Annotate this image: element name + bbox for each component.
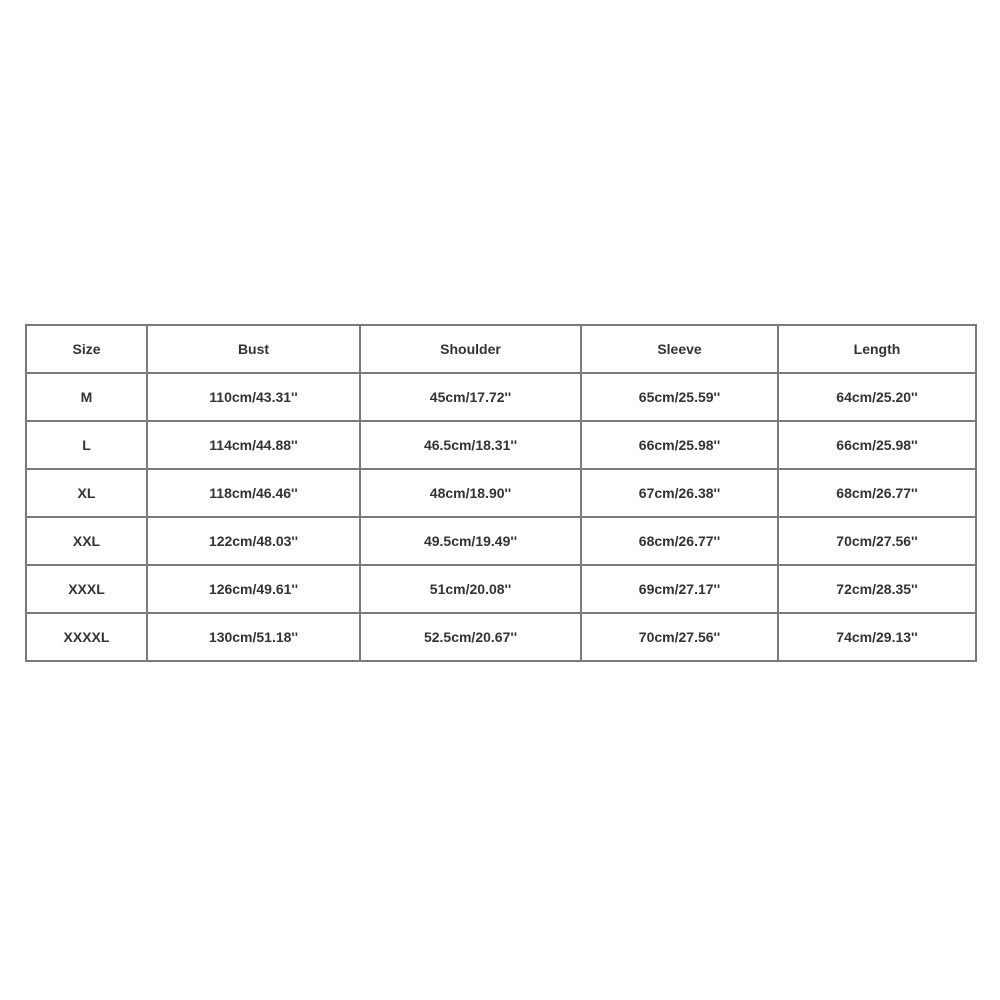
cell-size: XXXXL [26, 613, 147, 661]
cell-length: 74cm/29.13'' [778, 613, 976, 661]
table-row [26, 613, 976, 661]
table-header-row [26, 325, 976, 373]
header-shoulder: Shoulder [360, 325, 581, 373]
cell-length: 66cm/25.98'' [778, 421, 976, 469]
cell-length: 70cm/27.56'' [778, 517, 976, 565]
header-bust: Bust [147, 325, 360, 373]
cell-sleeve: 65cm/25.59'' [581, 373, 778, 421]
cell-shoulder: 46.5cm/18.31'' [360, 421, 581, 469]
cell-sleeve: 68cm/26.77'' [581, 517, 778, 565]
cell-bust: 122cm/48.03'' [147, 517, 360, 565]
table-row [26, 421, 976, 469]
cell-shoulder: 51cm/20.08'' [360, 565, 581, 613]
table-row [26, 373, 976, 421]
cell-size: XXL [26, 517, 147, 565]
cell-shoulder: 49.5cm/19.49'' [360, 517, 581, 565]
header-sleeve: Sleeve [581, 325, 778, 373]
size-chart-table [25, 324, 977, 662]
table-row [26, 517, 976, 565]
cell-sleeve: 67cm/26.38'' [581, 469, 778, 517]
cell-sleeve: 70cm/27.56'' [581, 613, 778, 661]
header-size: Size [26, 325, 147, 373]
header-length: Length [778, 325, 976, 373]
cell-length: 64cm/25.20'' [778, 373, 976, 421]
cell-length: 68cm/26.77'' [778, 469, 976, 517]
cell-size: L [26, 421, 147, 469]
cell-size: M [26, 373, 147, 421]
cell-bust: 126cm/49.61'' [147, 565, 360, 613]
cell-length: 72cm/28.35'' [778, 565, 976, 613]
cell-size: XL [26, 469, 147, 517]
cell-bust: 114cm/44.88'' [147, 421, 360, 469]
cell-sleeve: 66cm/25.98'' [581, 421, 778, 469]
cell-bust: 110cm/43.31'' [147, 373, 360, 421]
cell-bust: 118cm/46.46'' [147, 469, 360, 517]
table-row [26, 565, 976, 613]
cell-sleeve: 69cm/27.17'' [581, 565, 778, 613]
cell-shoulder: 52.5cm/20.67'' [360, 613, 581, 661]
cell-shoulder: 48cm/18.90'' [360, 469, 581, 517]
table-row [26, 469, 976, 517]
cell-bust: 130cm/51.18'' [147, 613, 360, 661]
cell-shoulder: 45cm/17.72'' [360, 373, 581, 421]
cell-size: XXXL [26, 565, 147, 613]
